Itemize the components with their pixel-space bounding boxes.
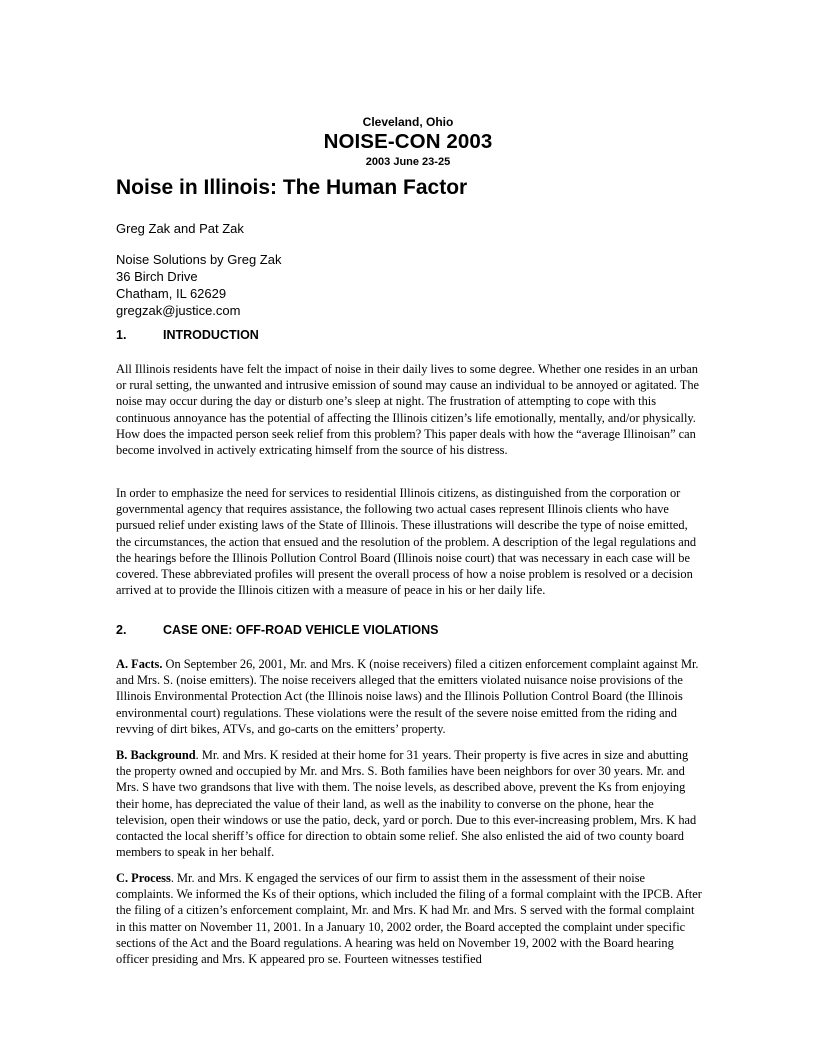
section-title: INTRODUCTION bbox=[163, 328, 259, 342]
subsection-text: . Mr. and Mrs. K engaged the services of our firm to assist them in the assessment of their noise complaints. We informed the Ks of their options, which included the filing of a formal complaint with the IPCB. After the filing of a citizen’s enforcement complaint, Mr. and Mrs. K had Mr. and Mrs. S served with the formal complaint in this matter on November 11, 2001. In a January 10, 2002 order, the Board accepted the complaint under specific sections of the Act and the Board regulations. A hearing was held on November 19, 2002 with the Board hearing officer presiding and Mrs. K appeared pro se. Fourteen witnesses testified bbox=[116, 871, 702, 967]
intro-paragraph-2: In order to emphasize the need for services to residential Illinois citizens, as distinguished from the corporation or governmental agency that requires assistance, the following two actual cases represent Illinois clients who have pursued relief under existing laws of the State of Illinois. These illustrations will describe the type of noise emitted, the circumstances, the action that ensued and the resolution of the problem. A description of the legal regulations and the hearings before the Illinois Pollution Control Board (Illinois noise court) that was necessary in each case will be covered. These abbreviated profiles will present the overall process of how a noise problem is resolved or a decision arrived at to provide the Illinois citizen with a measure of peace in his or her daily life. bbox=[116, 486, 697, 598]
subsection-label: B. Background bbox=[116, 748, 196, 762]
affiliation-email: gregzak@justice.com bbox=[116, 303, 241, 318]
affiliation-city: Chatham, IL 62629 bbox=[116, 286, 227, 301]
section-heading-introduction bbox=[116, 328, 259, 342]
section-heading-case-one bbox=[116, 623, 438, 637]
paper-title: Noise in Illinois: The Human Factor bbox=[116, 176, 468, 199]
affiliation-org: Noise Solutions by Greg Zak bbox=[116, 252, 282, 267]
case-one-process-paragraph bbox=[116, 870, 704, 967]
paper-authors: Greg Zak and Pat Zak bbox=[116, 221, 244, 236]
section-title: CASE ONE: OFF-ROAD VEHICLE VIOLATIONS bbox=[163, 623, 439, 637]
author-affiliation bbox=[116, 251, 281, 319]
subsection-text: On September 26, 2001, Mr. and Mrs. K (noise receivers) filed a citizen enforcement complaint against Mr. and Mrs. S. (noise emitters). The noise receivers alleged that the emitters violated nuisance noise provisions of the Illinois Environmental Protection Act (the Illinois noise laws) and the Illinois Pollution Control Board (the Illinois environmental court) regulations. These violations were the result of the severe noise emitted from the riding and revving of dirt bikes, ATVs, and go-carts on the emitters’ property. bbox=[116, 657, 699, 736]
subsection-text: . Mr. and Mrs. K resided at their home for 31 years. Their property is five acres in size and abutting the property owned and occupied by Mr. and Mrs. S. Both families have been neighbors for over 30 years. Mr. and Mrs. S have two grandsons that live with them. The noise levels, as described above, prevent the Ks from enjoying their home, has depreciated the value of their land, as well as the inability to converse on the phone, hear the television, open their windows or use the patio, deck, yard or porch. Due to this ever-increasing problem, Mrs. K had contacted the local sheriff’s office for direction to obtain some relief. She also enlisted the aid of two county board members to speak in her behalf. bbox=[116, 748, 697, 860]
subsection-label: C. Process bbox=[116, 871, 171, 885]
conference-name: NOISE-CON 2003 bbox=[323, 130, 493, 153]
section-number: 2. bbox=[116, 623, 127, 637]
conference-city: Cleveland, Ohio bbox=[362, 115, 454, 129]
case-one-background-paragraph bbox=[116, 747, 704, 860]
intro-paragraph-1: All Illinois residents have felt the impact of noise in their daily lives to some degree. Whether one resides in an urban or rural setting, the unwanted and intrusive emission of sound may cause an individual to be annoyed or agitated. The noise may occur during the day or disturb one’s sleep at night. The frustration of attempting to cope with this continuous annoyance has the potential of affecting the Illinois citizen’s life emotionally, mentally, and/or physically. How does the impacted person seek relief from this problem? This paper deals with how the “average Illinoisan” can become involved in actively extricating himself from the source of his distress. bbox=[116, 362, 700, 458]
affiliation-street: 36 Birch Drive bbox=[116, 269, 198, 284]
case-one-facts-paragraph bbox=[116, 656, 704, 737]
subsection-label: A. Facts. bbox=[116, 657, 163, 671]
section-number: 1. bbox=[116, 328, 127, 342]
conference-dates: 2003 June 23-25 bbox=[365, 156, 451, 168]
